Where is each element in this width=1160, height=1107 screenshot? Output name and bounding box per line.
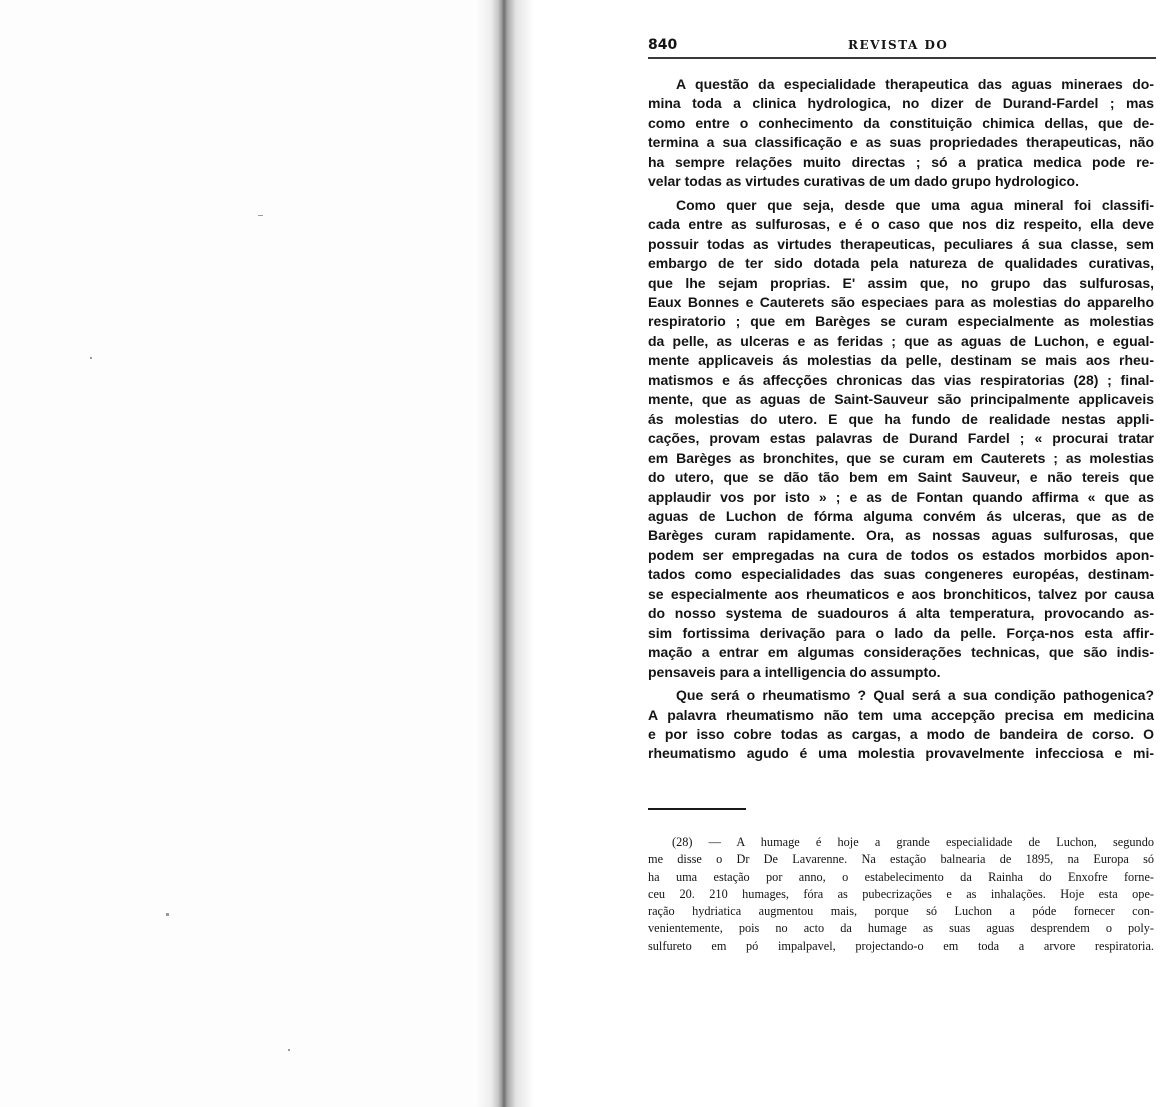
text-line: mente applicaveis ás molestias da pelle, destinam se mais aos rheu- — [648, 352, 1154, 369]
text-line: A palavra rheumatismo não tem uma accepção precisa em medicina — [648, 706, 1154, 723]
text-line: mina toda a clinica hydrologica, no dizer de Durand-Fardel ; mas — [648, 95, 1154, 112]
footnote-line: ração hydriatica augmentou mais, porque só Luchon a póde fornecer con- — [648, 904, 1154, 919]
text-line: aguas de Luchon de fórma alguma convém ás ulceras, que as de — [648, 507, 1154, 524]
text-line: tados como especialidades das suas congeneres européas, destinam- — [648, 566, 1154, 583]
paper-speck — [258, 215, 263, 216]
text-line: A questão da especialidade therapeutica das aguas mineraes do- — [676, 76, 1154, 92]
text-line: applaudir vos por isto » ; e as de Fontan quando affirma « que as — [648, 488, 1154, 505]
footnote-rule — [648, 808, 746, 810]
text-line: Barèges curam rapidamente. Ora, as nossas aguas sulfurosas, que — [648, 527, 1154, 544]
text-line: que lhe sejam proprias. E' assim que, no grupo das sulfurosas, — [648, 274, 1154, 291]
text-line: sim fortissima derivação para o lado da pelle. Força-nos esta affir- — [648, 624, 1154, 641]
footnote — [648, 834, 1154, 955]
text-line: ás molestias do utero. E que ha fundo de realidade nestas appli- — [648, 410, 1154, 427]
text-line: rheumatismo agudo é uma molestia provavelmente infecciosa e mi- — [648, 745, 1154, 762]
text-line: matismos e ás affecções chronicas das vias respiratorias (28) ; final- — [648, 371, 1154, 388]
text-line: como entre o conhecimento da constituição chimica dellas, que de- — [648, 114, 1154, 131]
footnote-line: me disse o Dr De Lavarenne. Na estação balnearia de 1895, na Europa só — [648, 852, 1154, 867]
page-number: 840 — [648, 37, 678, 53]
footnote-line: (28) — A humage é hoje a grande especialidade de Luchon, segundo — [672, 835, 1154, 849]
text-line: do utero, que se dão tão bem em Saint Sauveur, e não tereis que — [648, 469, 1154, 486]
text-line: respiratorio ; que em Barèges se curam especialmente as molestias — [648, 313, 1154, 330]
text-line: ha sempre relações muito directas ; só a pratica medica pode re- — [648, 153, 1154, 170]
footnote-line: sulfureto em pó impalpavel, projectando-o em toda a arvore respiratoria. — [648, 938, 1154, 953]
text-line: Eaux Bonnes e Cauterets são especiaes para as molestias do apparelho — [648, 293, 1154, 310]
footnote-line: ceu 20. 210 humages, fóra as pubecrizações e as inhalações. Hoje esta ope- — [648, 886, 1154, 901]
page-header — [648, 37, 1156, 59]
paper-speck — [288, 1049, 290, 1051]
text-line: e por isso cobre todas as cargas, a modo de bandeira de corso. O — [648, 725, 1154, 742]
text-line: mação a entrar em algumas considerações technicas, que são indis- — [648, 644, 1154, 661]
text-line: cações, provam estas palavras de Durand Fardel ; « procurai tratar — [648, 430, 1154, 447]
book-gutter-shadow — [474, 0, 534, 1107]
text-line: termina a sua classificação e as suas propriedades therapeuticas, não — [648, 134, 1154, 151]
text-line: Como quer que seja, desde que uma agua mineral foi classifi- — [676, 196, 1154, 213]
text-line: Que será o rheumatismo ? Qual será a sua condição pathogenica? — [676, 687, 1154, 704]
text-line: mente, que as aguas de Saint-Sauveur são principalmente applicaveis — [648, 391, 1154, 408]
text-line: pensaveis para a intelligencia do assumpto. — [648, 663, 941, 680]
body-text — [648, 75, 1154, 764]
text-line: se especialmente aos rheumaticos e aos bronchiticos, talvez por causa — [648, 585, 1154, 602]
text-line: do nosso systema de suadouros á alta temperatura, provocando as- — [648, 605, 1154, 622]
text-line: podem ser empregadas na cura de todos os estados morbidos apon- — [648, 546, 1154, 563]
footnote-line: venientemente, pois no acto da humage as suas aguas desprendem o poly- — [648, 921, 1154, 936]
text-line: da pelle, as ulceras e as feridas ; que as aguas de Luchon, e egual- — [648, 332, 1154, 349]
paper-speck — [90, 357, 92, 359]
paper-speck — [166, 913, 169, 916]
header-rule — [648, 57, 1156, 59]
text-line: possuir todas as virtudes therapeuticas, peculiares á sua classe, sem — [648, 235, 1154, 252]
text-line: em Barèges as bronchites, que se curam em Cauterets ; as molestias — [648, 449, 1154, 466]
running-head: REVISTA DO — [848, 38, 949, 52]
footnote-line: ha uma estação por anno, o estabelecimento da Rainha do Enxofre forne- — [648, 869, 1154, 884]
text-line: embargo de ter sido dotada pela natureza de qualidades curativas, — [648, 255, 1154, 272]
text-line: velar todas as virtudes curativas de um dado grupo hydrologico. — [648, 173, 1079, 190]
facing-blank-page — [0, 0, 498, 1107]
text-line: cada entre as sulfurosas, e é o caso que nos diz respeito, ella deve — [648, 216, 1154, 233]
